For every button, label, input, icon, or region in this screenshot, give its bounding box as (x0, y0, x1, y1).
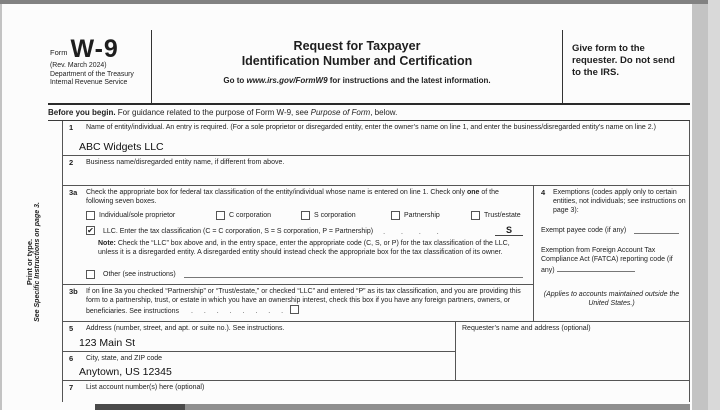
fatca-entry[interactable] (557, 264, 635, 272)
section-address-requester (63, 322, 689, 381)
part1-header-cell-cutoff (95, 404, 185, 410)
note-lead: Note: (98, 240, 116, 247)
note-text: Check the “LLC” box above and, in the entry space, enter the appropriate code (C, S, or P) for the tax classification of the LLC, unless it is a disregarded entity. A disregarded entity should instead check the appropriate box for the tax classification of its owner. (98, 240, 510, 256)
w9-form-page (2, 4, 692, 410)
option-other[interactable] (86, 270, 525, 279)
form-title-line1: Request for Taxpayer (293, 39, 421, 53)
line3a-number: 3a (69, 188, 78, 197)
c-corporation-label: C corporation (229, 212, 272, 219)
line4-exemptions-column (534, 186, 689, 321)
option-s-corporation[interactable] (301, 211, 356, 220)
llc-dot-leaders: . . . . (383, 229, 442, 236)
line3a-label-bold-one: one (466, 189, 480, 196)
line7-label: List account number(s) here (optional) (86, 384, 205, 391)
option-llc[interactable] (86, 225, 523, 236)
line3b-dot-leaders: . . . . . . . . (190, 308, 286, 315)
line2-business-name-row[interactable] (63, 156, 689, 186)
line5-address-row (63, 322, 455, 352)
address-column (63, 322, 456, 380)
tax-classification-options (63, 211, 533, 223)
llc-label: LLC. Enter the tax classification (C = C corporation, S = S corporation, P = Partnership) (103, 228, 374, 235)
sidebar-specific-instructions: See Specific Instructions on page 3. (34, 201, 41, 322)
section3a-3b-column (63, 186, 534, 321)
line3b-number: 3b (69, 287, 78, 296)
form-word: Form (50, 48, 68, 57)
option-partnership[interactable] (391, 211, 440, 220)
llc-classification-entry[interactable]: S (495, 225, 523, 236)
print-or-type-sidebar (6, 121, 60, 402)
line7-account-numbers-row[interactable] (63, 381, 689, 402)
line1-name-row (63, 121, 689, 156)
llc-note (98, 239, 527, 257)
before-begin-lead: Before you begin. (48, 107, 116, 117)
line1-number: 1 (69, 123, 74, 132)
line4-number: 4 (541, 188, 546, 197)
line3b-checkbox[interactable] (290, 305, 299, 314)
other-label: Other (see instructions) (103, 271, 176, 278)
fatca-label: Exemption from Foreign Account Tax Compliance Act (FATCA) reporting code (if any) (541, 247, 673, 274)
other-checkbox[interactable] (86, 270, 95, 279)
line6-label: City, state, and ZIP code (86, 354, 163, 362)
trust-estate-label: Trust/estate (484, 212, 521, 219)
trust-estate-checkbox[interactable] (471, 211, 480, 220)
partnership-checkbox[interactable] (391, 211, 400, 220)
other-entry-line[interactable] (184, 270, 523, 278)
before-begin-tail: , below. (370, 107, 398, 117)
line2-number: 2 (69, 158, 74, 167)
exempt-payee-entry[interactable] (634, 226, 679, 234)
option-c-corporation[interactable] (216, 211, 271, 220)
irs-formw9-link[interactable]: www.irs.gov/FormW9 (246, 76, 328, 85)
option-trust-estate[interactable] (471, 211, 521, 220)
partnership-label: Partnership (404, 212, 440, 219)
fatca-row (541, 246, 681, 275)
form-fields-area (62, 121, 690, 402)
goto-suffix: for instructions and the latest information. (327, 76, 491, 85)
s-corporation-checkbox[interactable] (301, 211, 310, 220)
individual-label: Individual/sole proprietor (99, 212, 176, 219)
line7-number: 7 (69, 383, 74, 392)
requester-name-address-box[interactable] (456, 322, 689, 380)
line6-city-row (63, 352, 455, 380)
sidebar-print-or-type: Print or type. (25, 238, 34, 285)
line3b-label: If on line 3a you checked “Partnership” or “Trust/estate,” or checked “LLC” and entered “P” as its tax classification, and you are providing this form to a partnership, trust, or estate in which you have an ownership interest, check this box if you have any foreign partners, owners, or beneficiaries. See instructions (86, 288, 521, 315)
individual-checkbox[interactable] (86, 211, 95, 220)
page-right-edge (708, 0, 720, 410)
line6-city-value[interactable]: Anytown, US 12345 (79, 365, 172, 378)
line3a-label-end: of the following seven boxes. (86, 189, 499, 205)
line4-label: Exemptions (codes apply only to certain entities, not individuals; see instructions on page 3): (553, 189, 686, 214)
c-corporation-checkbox[interactable] (216, 211, 225, 220)
form-title-line2: Identification Number and Certification (241, 54, 473, 68)
line1-label: Name of entity/individual. An entry is required. (For a sole proprietor or disregarded entity, enter the owner’s name on line 1, and enter the business/disregarded entity’s name on line 2.) (86, 124, 656, 131)
department-line: Department of the Treasury (50, 70, 134, 78)
before-begin-middle: For guidance related to the purpose of Form W-9, see (115, 107, 311, 117)
form-revision: (Rev. March 2024) (50, 62, 107, 69)
give-form-note: Give form to the requester. Do not send to the IRS. (562, 30, 690, 103)
line5-address-value[interactable]: 123 Main St (79, 336, 136, 349)
exempt-payee-row (541, 226, 681, 235)
line4-label-block (534, 186, 686, 215)
line3a-label-block (63, 186, 529, 206)
goto-prefix: Go to (223, 76, 247, 85)
section3-classification (63, 186, 689, 322)
form-header (48, 30, 690, 105)
requester-label: Requester’s name and address (optional) (462, 325, 591, 332)
line6-number: 6 (69, 353, 74, 363)
form-number: W-9 (70, 35, 119, 63)
part1-header-band-cutoff (185, 404, 690, 410)
purpose-of-form-ref: Purpose of Form (310, 107, 371, 117)
line3a-label-start: Check the appropriate box for federal tax classification of the entity/individual whose name is entered on line 1. Check only (86, 189, 467, 196)
option-individual-sole-proprietor[interactable] (86, 211, 175, 220)
line5-number: 5 (69, 324, 74, 333)
line3b-foreign-partners (63, 284, 533, 321)
before-you-begin-line (48, 105, 690, 121)
form-id-block (48, 30, 152, 103)
llc-checkbox-checked[interactable]: ✔ (87, 226, 94, 235)
line2-label: Business name/disregarded entity name, if different from above. (86, 159, 285, 166)
form-title-block (152, 30, 562, 103)
exempt-payee-label: Exempt payee code (if any) (541, 227, 627, 234)
applies-note: (Applies to accounts maintained outside the United States.) (543, 291, 680, 307)
line1-name-value[interactable]: ABC Widgets LLC (79, 141, 164, 153)
goto-instructions-line (152, 76, 562, 85)
service-line: Internal Revenue Service (50, 79, 128, 87)
s-corporation-label: S corporation (314, 212, 356, 219)
line5-label: Address (number, street, and apt. or suite no.). See instructions. (86, 325, 285, 332)
